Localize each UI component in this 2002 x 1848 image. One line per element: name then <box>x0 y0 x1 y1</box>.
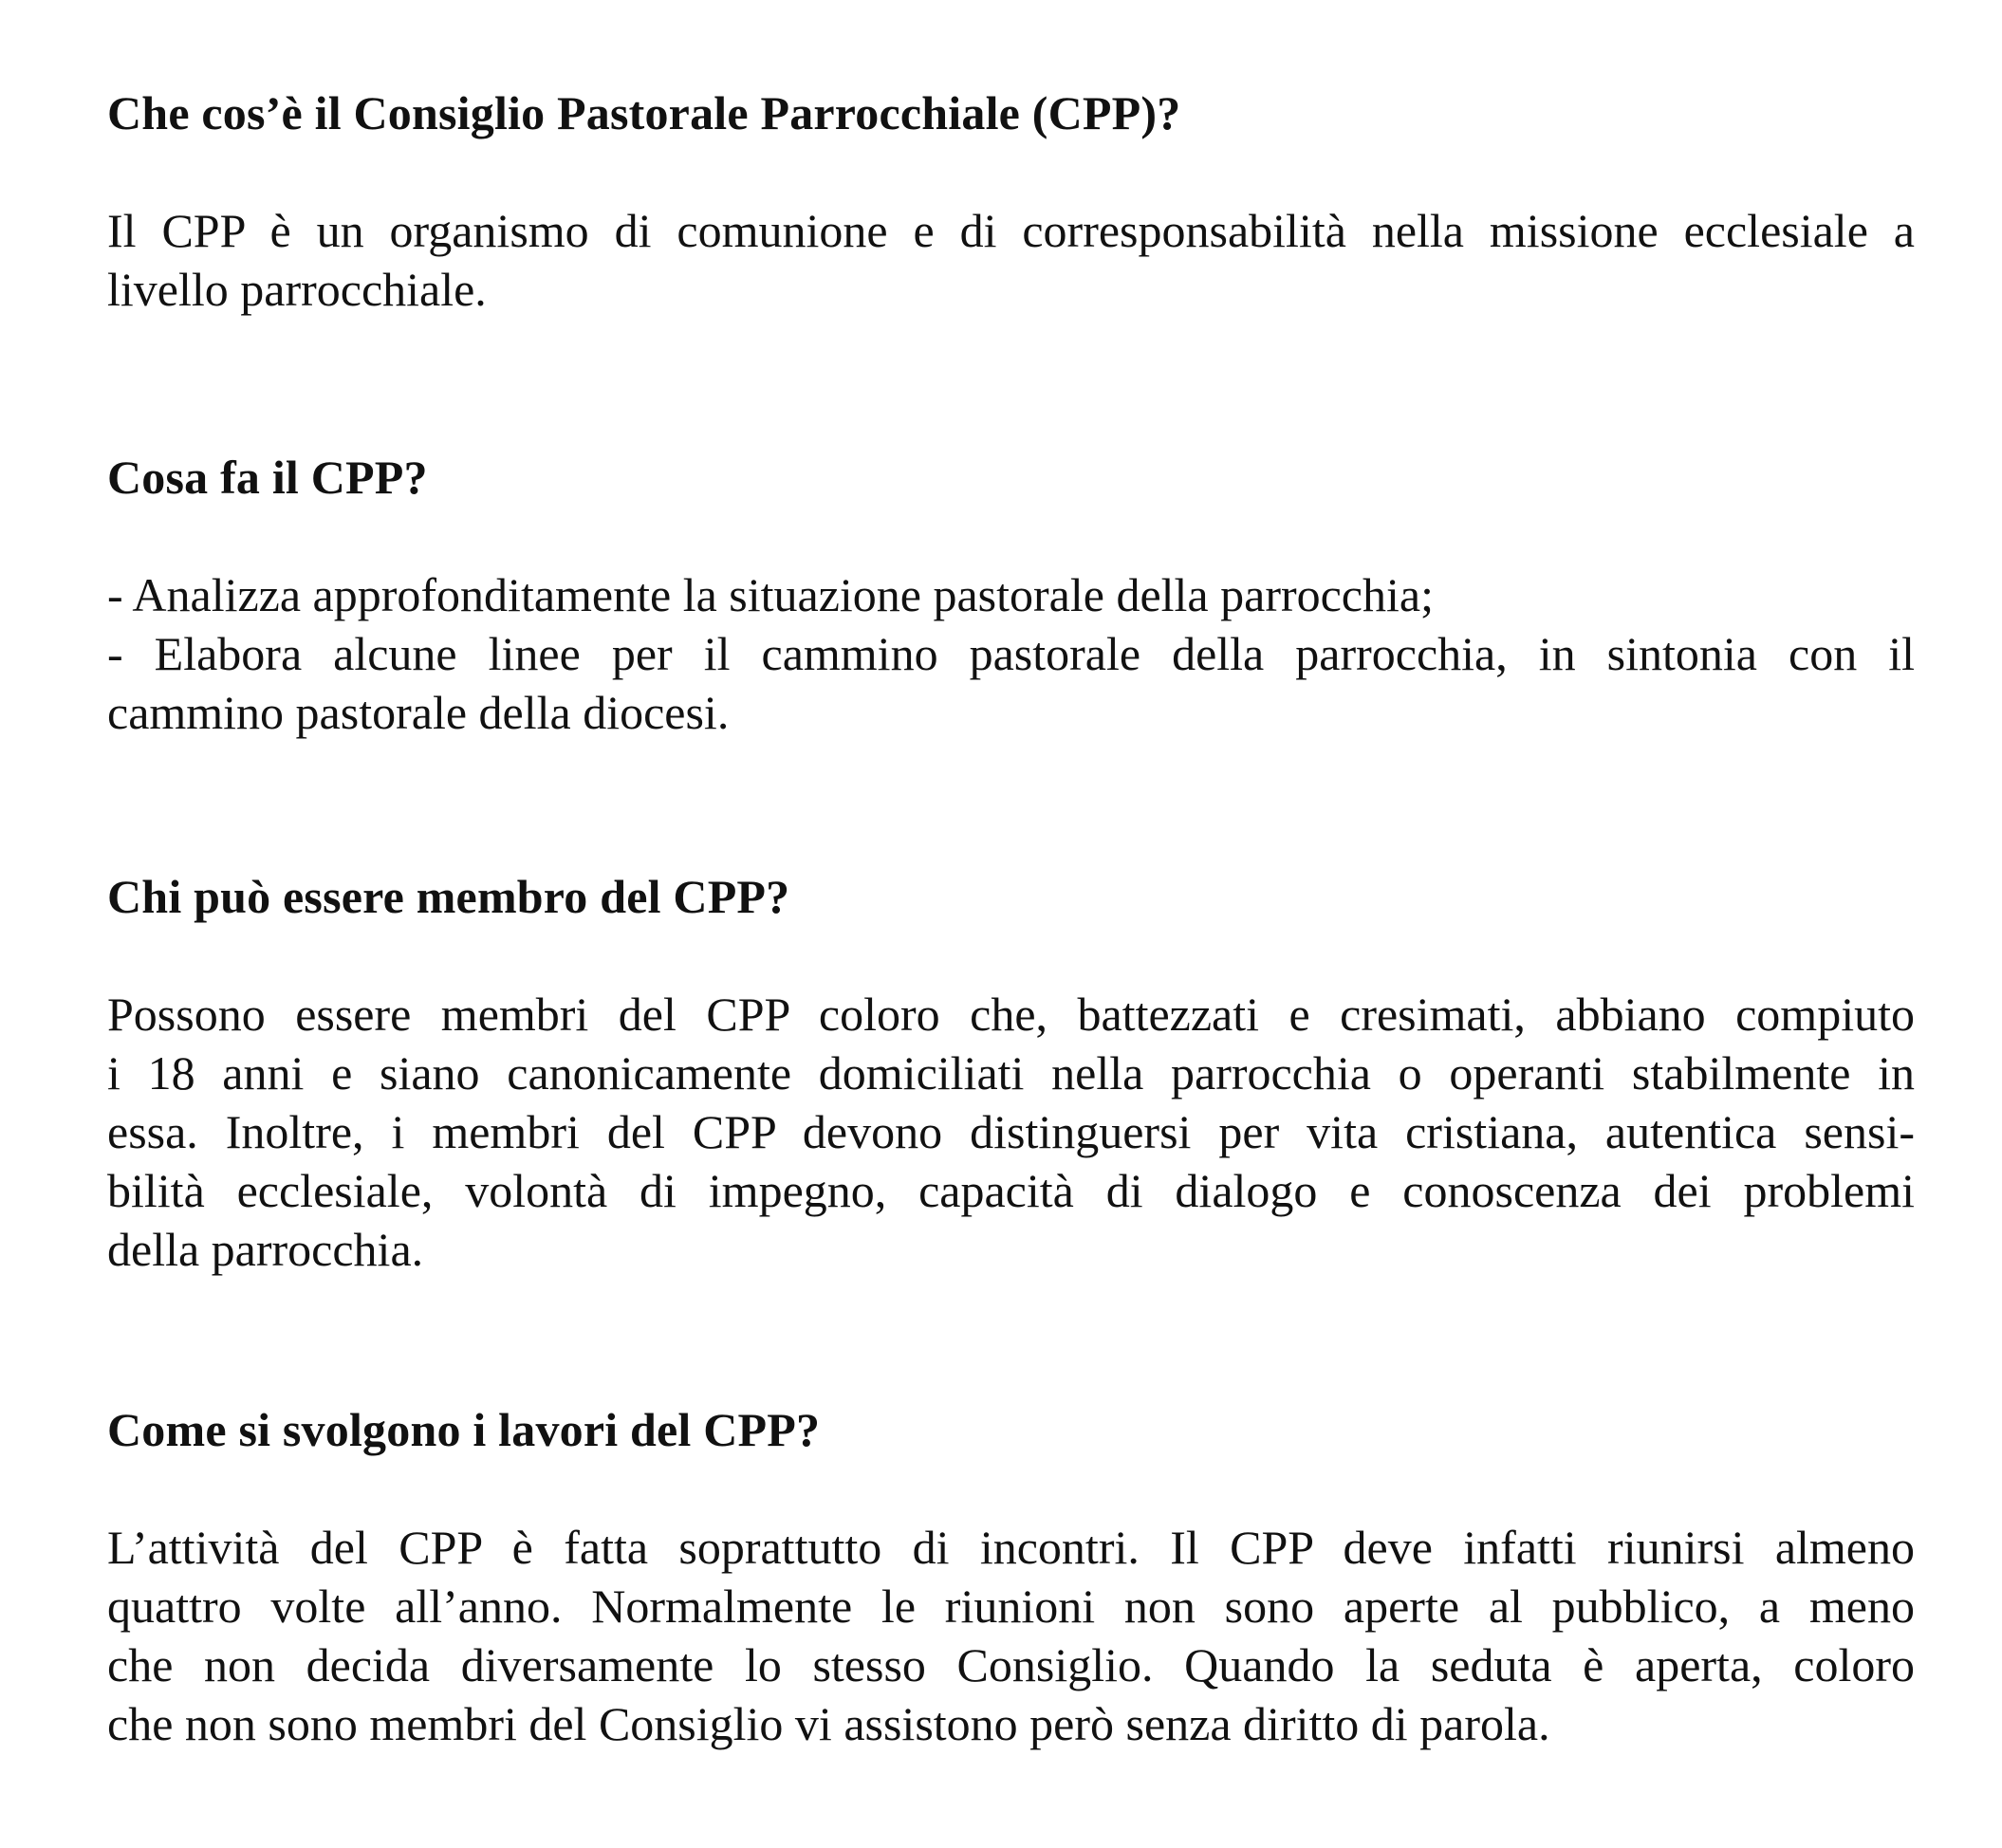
paragraph-line: essa. Inoltre, i membri del CPP devono distinguersi per vita cristiana, autentica sensi- <box>107 1105 1915 1158</box>
list-item-line: - Elabora alcune linee per il cammino pastorale della parrocchia, in sintonia con il <box>107 627 1915 680</box>
paragraph-line: della parrocchia. <box>107 1223 424 1276</box>
section-heading: Che cos’è il Consiglio Pastorale Parrocchiale (CPP)? <box>107 86 1181 139</box>
section-heading: Chi può essere membro del CPP? <box>107 870 790 923</box>
paragraph-line: bilità ecclesiale, volontà di impegno, capacità di dialogo e conoscenza dei problemi <box>107 1164 1915 1217</box>
list-item <box>107 565 1915 624</box>
list-item <box>107 624 1915 742</box>
list-item-line: cammino pastorale della diocesi. <box>107 686 730 739</box>
paragraph-line: L’attività del CPP è fatta soprattutto di incontri. Il CPP deve infatti riunirsi almeno <box>107 1521 1915 1574</box>
paragraph-line: quattro volte all’anno. Normalmente le riunioni non sono aperte al pubblico, a meno <box>107 1580 1915 1633</box>
paragraph-line: Possono essere membri del CPP coloro che, battezzati e cresimati, abbiano compiuto <box>107 988 1915 1041</box>
section-how-cpp-works <box>107 1400 1915 1753</box>
paragraph-line: Il CPP è un organismo di comunione e di corresponsabilità nella missione ecclesiale a <box>107 204 1915 257</box>
paragraph-line: che non sono membri del Consiglio vi assistono però senza diritto di parola. <box>107 1697 1550 1750</box>
paragraph-line: che non decida diversamente lo stesso Consiglio. Quando la seduta è aperta, coloro <box>107 1638 1915 1691</box>
section-paragraph <box>107 201 1915 319</box>
list-item-line: - Analizza approfonditamente la situazione pastorale della parrocchia; <box>107 568 1434 621</box>
section-who-can-be-member <box>107 867 1915 1279</box>
section-heading: Cosa fa il CPP? <box>107 451 428 504</box>
bullet-list <box>107 565 1915 742</box>
section-what-cpp-does <box>107 448 1915 742</box>
paragraph-line: i 18 anni e siano canonicamente domiciliati nella parrocchia o operanti stabilmente in <box>107 1046 1915 1100</box>
section-paragraph <box>107 1518 1915 1753</box>
section-paragraph <box>107 985 1915 1279</box>
section-what-is-cpp <box>107 83 1915 319</box>
paragraph-line: livello parrocchiale. <box>107 263 487 316</box>
section-heading: Come si svolgono i lavori del CPP? <box>107 1403 821 1456</box>
